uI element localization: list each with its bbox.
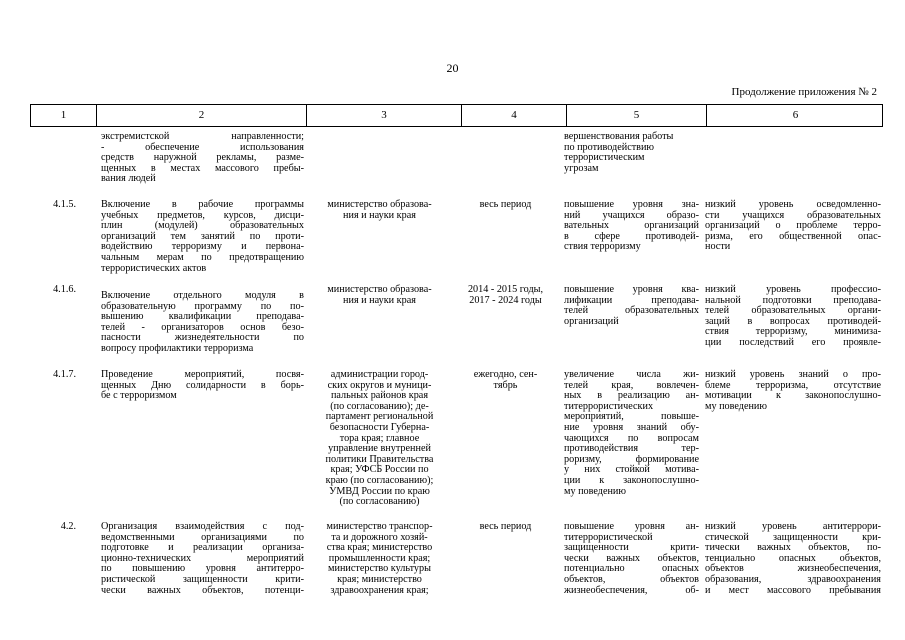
text-line: объектов, объектов [564, 573, 699, 585]
text-line: повышение уровня ан- [564, 521, 699, 532]
text-line: средств наружной рекламы, разме- [101, 152, 304, 164]
text-line: мотивации к законопослушно- [705, 390, 881, 402]
text-line: организаций о проблеме терро- [705, 220, 881, 232]
text-line: ствия терроризму, минимиза- [705, 326, 881, 338]
text-line: в сфере противодей- [564, 230, 699, 242]
text-line: тенциально опасных объектов, [705, 552, 881, 564]
text-line: пасности жизнедеятельности по [101, 332, 304, 344]
executor-cell [306, 285, 453, 306]
problem-cell [705, 370, 881, 412]
text-line: вательных организаций [564, 220, 699, 232]
text-line: чальным мерам по предотвращению [101, 251, 304, 263]
text-line: ционно-технических мероприятий [101, 552, 304, 564]
result-cell [564, 370, 699, 497]
text-line: министерство образова- [327, 284, 432, 295]
text-line: пальных районов края [330, 390, 429, 402]
period-cell [455, 200, 556, 211]
text-line: краю (по согласованию); [325, 474, 434, 486]
text-line: та и дорожного хозяй- [331, 531, 428, 543]
period-cell [455, 285, 556, 306]
text-line: промышленности края; [328, 552, 431, 564]
text-line: министерство культуры [328, 563, 431, 575]
text-line: управление внутренней [328, 443, 431, 455]
column-number-3: 3 [306, 105, 461, 126]
result-cell [564, 285, 699, 327]
executor-cell [306, 200, 453, 221]
text-line: ний учащихся образо- [564, 209, 699, 221]
text-line: (по согласованию); де- [330, 400, 429, 412]
text-line: телей края, вовлечен- [564, 379, 699, 391]
text-line: политики Правительства [325, 453, 434, 465]
text-line: объектов жизнеобеспечения, [705, 563, 881, 575]
row-number: 4.1.7. [53, 369, 76, 380]
text-line: по противодействию [564, 141, 655, 153]
fragment-measure [101, 132, 304, 185]
text-line: вания людей [101, 173, 156, 185]
text-line: Включение в рабочие программы [101, 199, 304, 210]
fragment-result [564, 132, 699, 174]
text-line: террористическим [564, 152, 645, 164]
text-line: ризма, его общественной опас- [705, 230, 881, 242]
measure-cell [101, 291, 304, 355]
column-number-2: 2 [96, 105, 306, 126]
text-line: Организация взаимодействия с под- [101, 521, 304, 532]
executor-cell [306, 370, 453, 508]
text-line: вышению квалификации преподава- [101, 311, 304, 323]
text-line: ции последствий его проявле- [705, 336, 881, 348]
text-line: здравоохранения края; [330, 584, 429, 596]
text-line: подготовке и реализации организа- [101, 542, 304, 554]
text-line: учебных предметов, курсов, дисци- [101, 209, 304, 221]
text-line: мероприятий, повыше- [564, 411, 699, 423]
measure-cell [101, 370, 304, 402]
text-line: низкий уровень антитеррори- [705, 521, 881, 532]
text-line: безопасности Губерна- [329, 421, 430, 433]
text-line: сти учащихся образовательных [705, 209, 881, 221]
text-line: Включение отдельного модуля в [101, 290, 304, 301]
text-line: жизнеобеспечения, об- [564, 584, 699, 596]
text-line: роризму, формирование [564, 453, 699, 465]
text-line: телей - организаторов основ безо- [101, 321, 304, 333]
text-line: противодействия тер- [564, 443, 699, 455]
text-line: щенных в местах массового пребы- [101, 162, 304, 174]
text-line: потенциально опасных [564, 563, 699, 575]
text-line: вершенствования работы [564, 131, 674, 142]
text-line: щенных Дню солидарности в борь- [101, 379, 304, 391]
page-number: 20 [446, 61, 459, 75]
text-line: края; УФСБ России по [330, 464, 429, 476]
problem-cell [705, 522, 881, 596]
text-line: низкий уровень профессио- [705, 284, 881, 295]
text-line: ствия терроризму [564, 241, 641, 253]
text-line: министерство транспор- [326, 521, 433, 532]
text-line: экстремистской направленности; [101, 131, 304, 142]
row-number: 4.1.6. [53, 284, 76, 295]
executor-cell [306, 522, 453, 596]
continuation-label: Продолжение приложения № 2 [731, 86, 877, 98]
result-cell [564, 200, 699, 253]
row-number: 4.1.5. [53, 199, 76, 210]
problem-cell [705, 200, 881, 253]
text-line: по повышению уровня антитерро- [101, 563, 304, 575]
text-line: края; министерство [337, 573, 422, 585]
text-line: (по согласованию) [339, 496, 420, 508]
text-line: ности [705, 241, 731, 253]
text-line: и мест массового пребывания [705, 584, 881, 596]
text-line: организаций тем занятий по проти- [101, 230, 304, 242]
text-line: плин (модулей) образовательных [101, 220, 304, 232]
measure-cell [101, 522, 304, 596]
text-line: 2017 - 2024 годы [469, 294, 542, 306]
measure-cell [101, 200, 304, 274]
result-cell [564, 522, 699, 596]
text-line: ции к законопослушно- [564, 474, 699, 486]
text-line: весь период [479, 199, 532, 210]
text-line: му поведению [564, 485, 626, 497]
text-line: ных в реализацию ан- [564, 390, 699, 402]
text-line: организаций [564, 315, 619, 327]
column-number-6: 6 [706, 105, 884, 126]
text-line: угрозам [564, 162, 599, 174]
text-line: ежегодно, сен- [473, 369, 538, 380]
text-line: тябрь [493, 379, 518, 391]
text-line: нальной подготовки преподава- [705, 294, 881, 306]
text-line: у них стойкой мотива- [564, 464, 699, 476]
text-line: защищенности крити- [564, 542, 699, 554]
text-line: министерство образова- [327, 199, 432, 210]
column-number-1: 1 [60, 109, 67, 121]
text-line: чески важных объектов, [564, 552, 699, 564]
text-line: весь период [479, 521, 532, 532]
text-line: чающихся по вопросам [564, 432, 699, 444]
text-line: лификации преподава- [564, 294, 699, 306]
text-line: низкий уровень знаний о про- [705, 369, 881, 380]
problem-cell [705, 285, 881, 349]
text-line: ских округов и муници- [327, 379, 432, 391]
text-line: вопросу профилактики терроризма [101, 342, 254, 354]
table-column-header [30, 104, 883, 127]
text-line: телей образовательных органи- [705, 305, 881, 317]
period-cell [455, 370, 556, 391]
period-cell [455, 522, 556, 533]
text-line: ства края; министерство [326, 542, 433, 554]
text-line: ристической защищенности крити- [101, 573, 304, 585]
text-line: УМВД России по краю [329, 485, 430, 497]
text-line: стической защищенности кри- [705, 531, 881, 543]
text-line: му поведению [705, 400, 767, 412]
text-line: низкий уровень осведомленно- [705, 199, 881, 210]
text-line: Проведение мероприятий, посвя- [101, 369, 304, 380]
text-line: ведомственными организациями по [101, 531, 304, 543]
text-line: повышение уровня зна- [564, 199, 699, 210]
text-line: образования, здравоохранения [705, 573, 881, 585]
row-number: 4.2. [60, 521, 76, 532]
text-line: титеррористической [564, 531, 653, 543]
text-line: телей образовательных [564, 305, 699, 317]
text-line: ние уровня знаний обу- [564, 421, 699, 433]
text-line: образовательную программу по по- [101, 300, 304, 312]
text-line: - обеспечение использования [101, 141, 304, 153]
text-line: заций в вопросах противодей- [705, 315, 881, 327]
text-line: тора края; главное [339, 432, 420, 444]
text-line: 2014 - 2015 годы, [467, 284, 544, 295]
text-line: ния и науки края [343, 209, 416, 221]
text-line: бе с терроризмом [101, 390, 177, 402]
text-line: чески важных объектов, потенци- [101, 584, 304, 596]
text-line: увеличение числа жи- [564, 369, 699, 380]
text-line: титеррористических [564, 400, 654, 412]
text-line: ния и науки края [343, 294, 416, 306]
text-line: блеме терроризма, отсутствие [705, 379, 881, 391]
text-line: террористических актов [101, 262, 207, 274]
text-line: тически важных объектов, по- [705, 542, 881, 554]
text-line: водействию терроризму и первона- [101, 241, 304, 253]
column-number-5: 5 [566, 105, 706, 126]
text-line: партамент региональной [325, 411, 434, 423]
text-line: администрации город- [330, 369, 429, 380]
column-number-4: 4 [461, 105, 566, 126]
text-line: повышение уровня ква- [564, 284, 699, 295]
